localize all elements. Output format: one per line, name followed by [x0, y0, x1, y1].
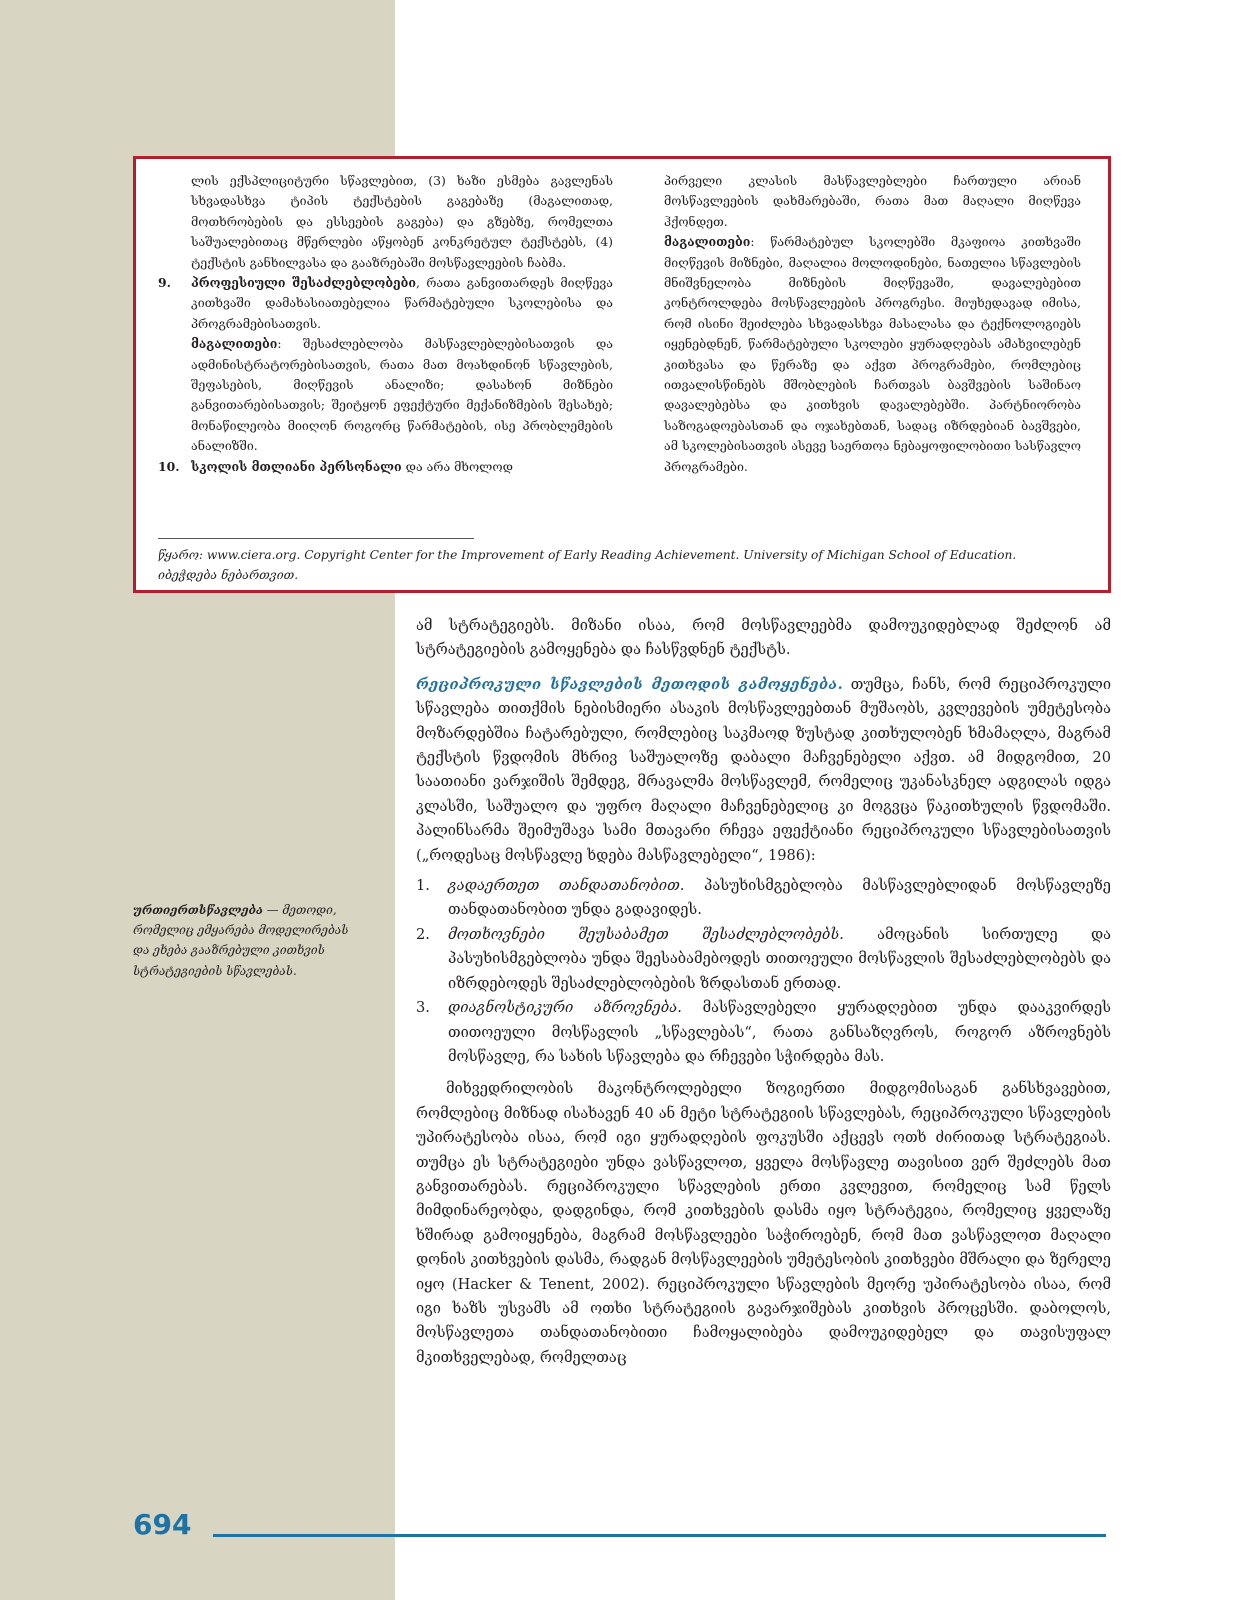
section-paragraph — [416, 673, 1111, 868]
lead-paragraph: ამ სტრატეგიებს. მიზანი ისაა, რომ მოსწავლეებმა დამოუკიდებლად შეძლონ ამ სტრატეგიების გამოყენება და ჩასწვდნენ ტექსტს. — [416, 617, 1111, 659]
page-number: 694 — [133, 1508, 192, 1541]
item-lead: მოთხოვნები შეუსაბამეთ შესაძლებლობებს. — [448, 925, 844, 943]
boxed-excerpt — [133, 156, 1111, 593]
examples-label: მაგალითები — [191, 336, 278, 352]
source-divider — [158, 538, 474, 539]
closing-paragraph: მიხვედრილობის მაკონტროლებელი ზოგიერთი მიდგომისაგან განსხვავებით, რომლებიც მიზნად ისახავენ 40 ან მეტი სტრატეგიის სწავლებას, რეციპროკული სწავლების უპირატესობა ისაა, რომ იგი ყურადღების ფოკუსში აქცევს ოთხ ძირითად სტრატეგიას. თუმცა ეს სტრატეგიები უნდა ვასწავლოთ, ყველა მოსწავლე თავისით ვერ შეძლებს მათ განვითარებას. რეციპროკული სწავლების ერთი კვლევით, რომელიც სამ წელს მიმდინარეობდა, დადგინდა, რომ კითხვების დასმა იყო სტრატეგია, რომელიც ყველაზე ხშირად გამოიყენება, მაგრამ მოსწავლეები საჭიროებენ, რომ მათ ვასწავლოთ მაღალი დონის კითხვების დასმა, რადგან მოსწავლეების უმეტესობის კითხვები მშრალი და ზერელე იყო (Hacker & Tenent, 2002). რეციპროკული სწავლების მეორე უპირატესობა ისაა, რომ იგი ხაზს უსვამს ამ ოთხი სტრატეგიის გავარჯიშებას კითხვის პროცესში. დაბოლოს, მოსწავლეთა თანდათანობითი ჩამოყალიბება დამოუკიდებელ და თავისუფალ მკითხველებად, რომელთაც — [416, 1080, 1111, 1366]
item-text: და არა მხოლოდ — [401, 458, 513, 474]
footer-rule — [213, 1534, 1106, 1537]
item-number: 3. — [416, 999, 430, 1017]
tips-list — [416, 874, 1111, 1069]
item-lead: დიაგნოსტიკური აზროვნება. — [448, 999, 682, 1017]
item-number: 9. — [158, 275, 171, 291]
item-number: 2. — [416, 925, 430, 943]
box-right-column — [664, 171, 1081, 477]
item-text: , რათა განვითარდეს მიღწევა კითხვაში დამახასიათებელია წარმატებული სკოლებისა და პროგრამებისათვის. — [191, 275, 613, 331]
list-item-10 — [158, 457, 613, 477]
examples-label: მაგალითები — [664, 234, 751, 250]
item-number: 10. — [158, 458, 180, 474]
section-text: თუმცა, ჩანს, რომ რეციპროკული სწავლება თითქმის ნებისმიერი ასაკის მოსწავლეებთან მუშაობს, კვლევების უმეტესობა მოზარდებშია ჩატარებული, რომლებიც საკმაოდ ზუსტად კითხულობენ ხმამაღლა, მაგრამ ტექსტის წვდომის მხრივ საშუალოზე დაბალი მაჩვენებელი აქვთ. ამ მიდგომით, 20 საათიანი ვარჯიშის შემდეგ, მრავალმა მოსწავლემ, რომელიც უკანასკნელ ადგილას იდგა კლასში, საშუალო და უფრო მაღალი მაჩვენებელიც კი მოგვცა წაკითხულის წვდომაში. პალინსარმა შეიმუშავა სამი მთავარი რჩევა ეფექტიანი რეციპროკული სწავლებისათვის („როდესაც მოსწავლე ხდება მასწავლებელი“, 1986): — [416, 675, 1111, 864]
item-text: პასუხისმგებლობა მასწავლებლიდან მოსწავლეზე თანდათანობით უნდა გადავიდეს. — [448, 877, 1111, 919]
margin-definition — [133, 900, 353, 981]
source-note: წყარო: www.ciera.org. Copyright Center for the Improvement of Early Reading Achievement. University of Michigan School of Education. იბეჭდება ნებართვით. — [158, 548, 1017, 582]
examples-text: : შესაძლებლობა მასწავლებლებისათვის და ადმინისტრატორებისათვის, რათა მათ მოახდინონ სწავლების, შეფასების, მიღწევის ანალიზი; დასახონ მიზნები განვითარებისათვის; შეიტყონ ეფექტური მექანიზმების შესახებ; მონაწილეობა მიიღონ როგორც წარმატების, ისე პრობლემების ანალიზში. — [191, 336, 613, 454]
list-item-9 — [158, 273, 613, 334]
item-lead: გადაერთეთ თანდათანობით. — [448, 877, 685, 895]
item-title: სკოლის მთლიანი პერსონალი — [191, 458, 402, 474]
box-right-intro: პირველი კლასის მასწავლებლები ჩართული არიან მოსწავლეების დახმარებაში, რათა მათ მაღალი მიღწევა ჰქონდეთ. — [664, 173, 1081, 229]
definition-text: — მეთოდი, რომელიც ემყარება მოდელირებას და ეხება გააზრებული კითხვის სტრატეგიების სწავლებას. — [133, 903, 349, 978]
main-text-column — [416, 614, 1111, 1370]
item-title: პროფესიული შესაძლებლობები — [191, 275, 417, 291]
box-left-column — [158, 171, 613, 477]
list-item — [416, 874, 1111, 923]
item-number: 1. — [416, 877, 430, 895]
list-item — [416, 923, 1112, 996]
section-heading: რეციპროკული სწავლების მეთოდის გამოყენება. — [416, 675, 844, 693]
definition-term: ურთიერთსწავლება — [133, 903, 263, 917]
item-text: ამოცანის სირთულე და პასუხისმგებლობა უნდა შეესაბამებოდეს თითოეული მოსწავლის შესაძლებლობებს და იზრდებოდეს შესაძლებლობების ზრდასთან ერთად. — [448, 925, 1112, 992]
item-text: მასწავლებელი ყურადღებით უნდა დააკვირდეს თითოეული მოსწავლის „სწავლებას“, რათა განსაზღვროს, როგორ აზროვნებს მოსწავლე, რა სახის სწავლება და რჩევები სჭირდება მას. — [448, 999, 1112, 1065]
examples-text: : წარმატებულ სკოლებში მკაფიოა კითხვაში მიღწევის მიზნები, მაღალია მოლოდინები, ნათელია სწავლების მნიშვნელობა მიზნების მიღწევაში, დავალებებით კონტროლდება მოსწავლეების პროგრესი. მიუხედავად იმისა, რომ ისინი შეიძლება სხვადასხვა მასალასა და ტექნოლოგიებს იყენებდნენ, წარმატებული სკოლები ყურადღებას ამახვილებენ კითხვასა და წერაზე და აქვთ პროგრამები, რომლებიც ითვალისწინებს მშობლების ჩართვას ბავშვების საშინაო დავალებებსა და კითხვის დავალებებში. პარტნიორობა საზოგადოებასთან და ოჯახებთან, სადაც იზრდებიან ბავშვები, ამ სკოლებისათვის ასევე საერთოა ნებაყოფილობითი სასწავლო პროგრამები. — [664, 234, 1081, 474]
examples-paragraph — [191, 334, 613, 456]
examples-paragraph — [664, 232, 1081, 477]
box-left-intro: ლის ექსპლიციტური სწავლებით, (3) ხაზი ესმება გავლენას სხვადასხვა ტიპის ტექსტების გაგებაზე (მაგალითად, მოთხრობების და ესსეების გაგება) და გზებზე, რომელთა საშუალებითაც მწერლები აწყობენ კონკრეტულ ტექსტებს, (4) ტექსტის განხილვასა და გააზრებაში მოსწავლეების ჩაბმა. — [191, 173, 613, 270]
list-item — [416, 996, 1112, 1069]
